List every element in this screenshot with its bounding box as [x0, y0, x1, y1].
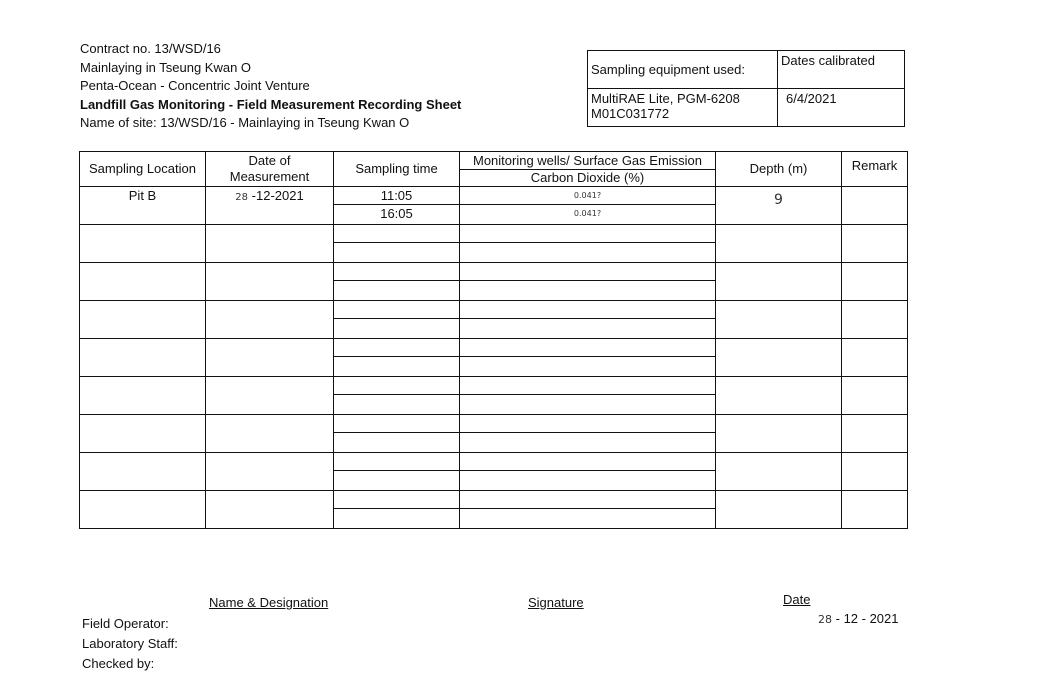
depth-value: 9 — [774, 192, 783, 208]
calibrated-date: 6/4/2021 — [778, 89, 905, 127]
equipment-label: Sampling equipment used: — [588, 51, 778, 89]
col-sampling-location: Sampling Location — [80, 152, 206, 187]
checked-by-label: Checked by: — [82, 656, 155, 671]
table-row — [80, 491, 908, 529]
laboratory-staff-label: Laboratory Staff: — [82, 636, 178, 651]
calibrated-label: Dates calibrated — [778, 51, 905, 89]
cell-depth — [716, 187, 842, 225]
signature-date — [818, 611, 899, 626]
cell-co2 — [460, 187, 716, 225]
cell-date — [206, 187, 334, 225]
date-heading: Date — [783, 592, 811, 607]
table-row — [80, 225, 908, 263]
cell-time — [334, 187, 460, 225]
contractor-name: Penta-Ocean - Concentric Joint Venture — [80, 78, 310, 93]
time-value-2: 16:05 — [380, 206, 413, 221]
signature-heading: Signature — [528, 595, 584, 610]
equipment-model: MultiRAE Lite, PGM-6208 — [591, 91, 740, 106]
location-value: Pit B — [128, 188, 157, 203]
table-row — [80, 339, 908, 377]
project-name: Mainlaying in Tseung Kwan O — [80, 59, 252, 75]
date-month-year: -12-2021 — [251, 188, 304, 203]
name-designation-heading: Name & Designation — [209, 595, 329, 610]
col-monitoring-wells: Monitoring wells/ Surface Gas Emission — [460, 152, 716, 170]
table-row — [80, 187, 908, 225]
col-depth: Depth (m) — [716, 152, 842, 187]
contract-number: Contract no. 13/WSD/16 — [80, 41, 221, 56]
table-row — [80, 377, 908, 415]
co2-value-1: 0.041? — [460, 187, 715, 205]
cell-location — [80, 187, 206, 225]
cell-remark — [842, 187, 908, 225]
col-sampling-time: Sampling time — [334, 152, 460, 187]
measurement-table — [79, 151, 908, 529]
equipment-table — [587, 50, 905, 127]
col-carbon-dioxide: Carbon Dioxide (%) — [460, 170, 716, 187]
time-value-1: 11:05 — [334, 187, 459, 205]
site-name: Name of site: 13/WSD/16 - Mainlaying in Tseung Kwan O — [80, 115, 410, 130]
document-header — [80, 40, 461, 133]
sheet-title: Landfill Gas Monitoring - Field Measurement Recording Sheet — [80, 96, 462, 112]
col-date-of-measurement: Date of Measurement — [206, 152, 334, 187]
equipment-value — [588, 89, 778, 127]
table-row — [80, 263, 908, 301]
equipment-serial: M01C031772 — [591, 106, 670, 121]
signature-date-day-handwritten: 28 — [818, 613, 832, 626]
signature-date-month-year: - 12 - 2021 — [835, 611, 899, 626]
table-row — [80, 301, 908, 339]
col-remark: Remark — [842, 152, 908, 187]
field-operator-label: Field Operator: — [82, 616, 169, 631]
date-day-handwritten: 28 — [235, 192, 249, 203]
table-row — [80, 453, 908, 491]
table-row — [80, 415, 908, 453]
co2-value-2: 0.041? — [573, 209, 602, 218]
